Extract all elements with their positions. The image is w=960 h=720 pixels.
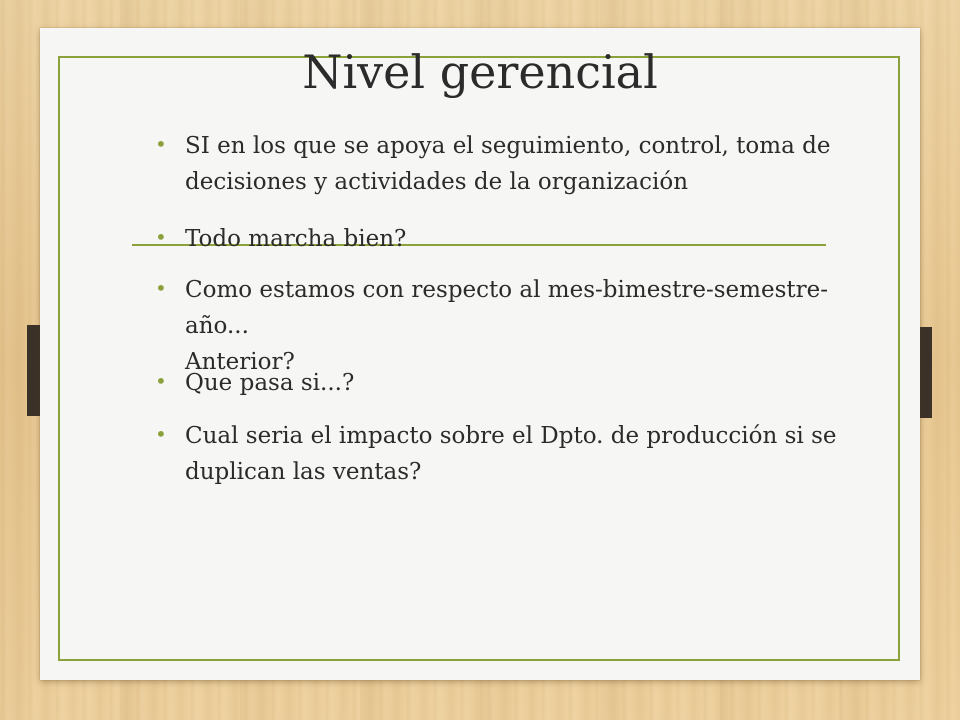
bullet-text: Todo marcha bien? — [185, 226, 407, 252]
bullet-text: Que pasa si...? — [185, 370, 355, 396]
bullet-icon: • — [155, 276, 167, 300]
bullet-text: Como estamos con respecto al mes-bimestre-semestre-año... Anterior? — [185, 277, 828, 375]
bullet-item — [155, 418, 875, 490]
bullet-icon: • — [155, 225, 167, 249]
bullet-icon: • — [155, 422, 167, 446]
bullet-item — [155, 272, 875, 380]
bullet-icon: • — [155, 369, 167, 393]
bullet-item — [155, 128, 875, 200]
bullet-item — [155, 221, 875, 257]
bullet-item — [155, 365, 875, 401]
bullet-text: Cual seria el impacto sobre el Dpto. de producción si se duplican las ventas? — [185, 423, 837, 485]
slide-title: Nivel gerencial — [302, 45, 658, 99]
bullet-text: SI en los que se apoya el seguimiento, control, toma de decisiones y actividades de la organización — [185, 133, 831, 195]
bullet-icon: • — [155, 132, 167, 156]
